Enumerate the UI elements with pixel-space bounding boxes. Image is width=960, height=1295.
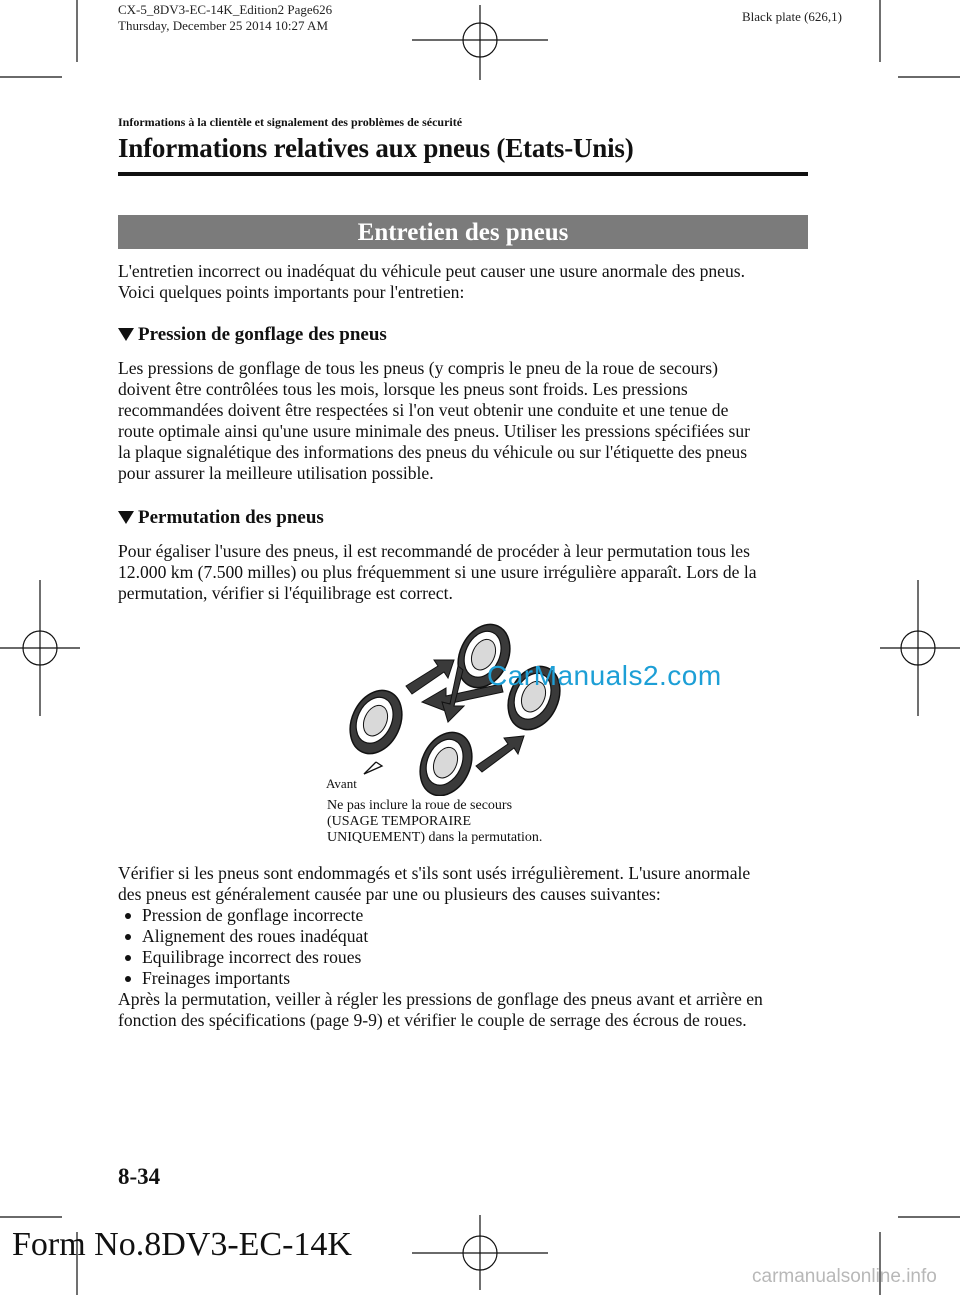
figure-caption [327,798,627,846]
causes-list [118,905,368,989]
intro-line: Voici quelques points importants pour l'entretien: [118,282,465,302]
rotation-arrow-icon [406,660,454,694]
intro-line: L'entretien incorrect ou inadéquat du véhicule peut causer une usure anormale des pneus. [118,261,746,281]
text-line: doivent être contrôlées tous les mois, lorsque les pneus sont froids. Les pressions [118,379,688,399]
list-item: Alignement des roues inadéquat [118,926,368,947]
damage-paragraph [118,863,808,905]
text-line: route optimale ainsi qu'une usure minimale des pneus. Utiliser les pressions spécifiées sur [118,421,751,441]
rotation-heading [118,507,324,529]
caption-line: Ne pas inclure la roue de secours [327,798,513,813]
plate-info: Black plate (626,1) [742,9,842,24]
text-line: Les pressions de gonflage de tous les pneus (y compris le pneu de la roue de secours) [118,358,718,378]
text-line: la plaque signalétique des informations des pneus du véhicule ou sur l'étiquette des pneus [118,442,748,462]
watermark-carmanuals2: CarManuals2.com [487,660,722,691]
section-banner: Entretien des pneus [118,215,808,249]
text-line: fonction des spécifications (page 9-9) et vérifier le couple de serrage des écrous de roues. [118,1010,747,1030]
front-label: Avant [326,776,357,791]
text-line: recommandées doivent être respectées si l'on veut obtenir une conduite et une tenue de [118,400,729,420]
printer-info-line2: Thursday, December 25 2014 10:27 AM [118,18,329,33]
triangle-bullet-icon [118,328,134,341]
section-label: Informations à la clientèle et signalement des problèmes de sécurité [118,115,463,129]
intro-paragraph [118,261,808,303]
tire-rotation-diagram [326,616,566,796]
text-line: pour assurer la meilleure utilisation possible. [118,463,434,483]
list-item: Freinages importants [118,968,368,989]
text-line: permutation, vérifier si l'équilibrage est correct. [118,583,453,603]
pressure-heading-text: Pression de gonflage des pneus [138,324,387,345]
caption-line: (USAGE TEMPORAIRE [327,814,472,829]
rotation-heading-text: Permutation des pneus [138,507,324,528]
after-paragraph [118,989,808,1031]
watermark-carmanualsonline: carmanualsonline.info [752,1266,937,1287]
page-heading: Informations relatives aux pneus (Etats-Unis) [118,133,634,163]
pressure-heading [118,324,387,346]
text-line: des pneus est généralement causée par une ou plusieurs des causes suivantes: [118,884,661,904]
printer-info-line1: CX-5_8DV3-EC-14K_Edition2 Page626 [118,2,333,17]
list-item: Equilibrage incorrect des roues [118,947,368,968]
pressure-paragraph [118,358,808,484]
text-line: Après la permutation, veiller à régler les pressions de gonflage des pneus avant et arrière en [118,989,763,1009]
rotation-paragraph [118,541,808,604]
caption-line: UNIQUEMENT) dans la permutation. [327,830,543,845]
list-item: Pression de gonflage incorrecte [118,905,368,926]
tire-front-left-icon [410,724,481,796]
triangle-bullet-icon [118,511,134,524]
text-line: Vérifier si les pneus sont endommagés et s'ils sont usés irrégulièrement. L'usure anormale [118,863,751,883]
tire-rear-left-icon [340,682,411,762]
heading-rule [118,172,808,176]
text-line: Pour égaliser l'usure des pneus, il est recommandé de procéder à leur permutation tous les [118,541,750,561]
rotation-arrow-icon [476,736,524,772]
page-number: 8-34 [118,1164,161,1189]
printer-info [118,2,332,34]
text-line: 12.000 km (7.500 milles) ou plus fréquemment si une usure irrégulière apparaît. Lors de la [118,562,757,582]
form-number: Form No.8DV3-EC-14K [12,1226,352,1263]
